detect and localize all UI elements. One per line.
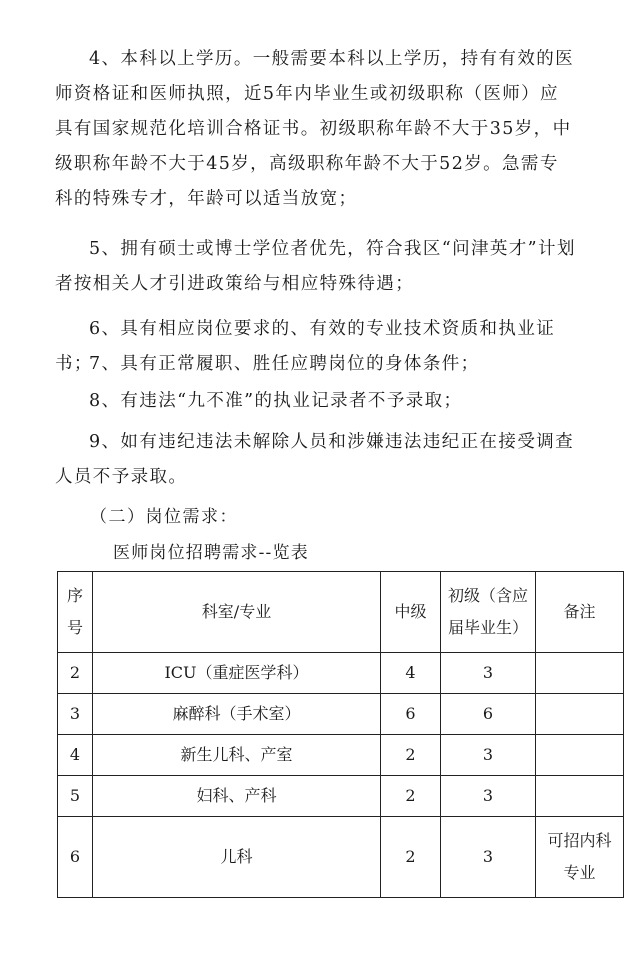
paragraph-line: 4、本科以上学历。一般需要本科以上学历，持有有效的医 bbox=[89, 49, 575, 69]
paragraph-item-9 bbox=[55, 425, 577, 495]
table-row bbox=[58, 817, 624, 898]
header-seq-line1: 序 bbox=[66, 586, 83, 605]
paragraph-line: 8、有违法“九不准”的执业记录者不予录取； bbox=[89, 391, 463, 411]
section-heading: （二）岗位需求： bbox=[90, 507, 238, 527]
cell-note bbox=[536, 694, 624, 735]
cell-note bbox=[536, 817, 624, 898]
cell-junior: 3 bbox=[441, 735, 536, 776]
cell-mid: 2 bbox=[381, 776, 441, 817]
paragraph-item-7 bbox=[55, 347, 577, 382]
cell-seq: 4 bbox=[58, 735, 93, 776]
cell-dept: 新生儿科、产室 bbox=[93, 735, 381, 776]
cell-mid: 4 bbox=[381, 653, 441, 694]
header-junior-line1: 初级（含应 bbox=[447, 586, 528, 605]
cell-dept: 妇科、产科 bbox=[93, 776, 381, 817]
recruitment-table bbox=[57, 571, 624, 898]
paragraph-line: 5、拥有硕士或博士学位者优先，符合我区“问津英才”计 bbox=[89, 239, 557, 259]
paragraph-text: 师资格证和医师执照，近5年内毕业生或初级职称（医师）应具有国家规范化培训合格证书。初级职称年龄不大于35岁，中级职称年龄不大于45岁，高级职称年龄不大于52岁。急需专科的特殊专才，年龄可以适当放宽； bbox=[55, 84, 572, 209]
header-mid: 中级 bbox=[381, 572, 441, 653]
cell-seq: 3 bbox=[58, 694, 93, 735]
cell-note bbox=[536, 735, 624, 776]
cell-dept: 麻醉科（手术室） bbox=[93, 694, 381, 735]
cell-junior: 3 bbox=[441, 653, 536, 694]
cell-note-line1: 可招内科 bbox=[547, 831, 612, 850]
cell-mid: 2 bbox=[381, 817, 441, 898]
paragraph-item-5 bbox=[55, 232, 577, 302]
cell-seq: 6 bbox=[58, 817, 93, 898]
cell-note bbox=[536, 776, 624, 817]
header-note: 备注 bbox=[536, 572, 624, 653]
header-dept: 科室/专业 bbox=[93, 572, 381, 653]
cell-junior: 3 bbox=[441, 817, 536, 898]
table-row bbox=[58, 735, 624, 776]
cell-junior: 6 bbox=[441, 694, 536, 735]
paragraph-line: 7、具有正常履职、胜任应聘岗位的身体条件； bbox=[89, 354, 480, 374]
cell-mid: 6 bbox=[381, 694, 441, 735]
header-seq-line2: 号 bbox=[66, 618, 83, 637]
cell-seq: 5 bbox=[58, 776, 93, 817]
cell-junior: 3 bbox=[441, 776, 536, 817]
table-row bbox=[58, 653, 624, 694]
cell-mid: 2 bbox=[381, 735, 441, 776]
table-caption: 医师岗位招聘需求--览表 bbox=[113, 543, 309, 563]
header-seq bbox=[58, 572, 93, 653]
table-row bbox=[58, 694, 624, 735]
header-junior bbox=[441, 572, 536, 653]
paragraph-item-8 bbox=[55, 384, 577, 419]
header-junior-line2: 届毕业生） bbox=[447, 618, 528, 637]
paragraph-line: 9、如有违纪违法未解除人员和涉嫌违法违纪正在接受调查 bbox=[89, 432, 575, 452]
cell-seq: 2 bbox=[58, 653, 93, 694]
paragraph-item-4 bbox=[55, 42, 577, 217]
cell-note bbox=[536, 653, 624, 694]
table-header-row bbox=[58, 572, 624, 653]
cell-dept: 儿科 bbox=[93, 817, 381, 898]
cell-dept: ICU（重症医学科） bbox=[93, 653, 381, 694]
cell-note-line2: 专业 bbox=[563, 863, 596, 882]
paragraph-line: 6、具有相应岗位要求的、有效的专业技术资质和执业证书； bbox=[55, 319, 556, 374]
paragraph-text: 人员不予录取。 bbox=[55, 467, 188, 487]
table-row bbox=[58, 776, 624, 817]
paragraph-text: 划者按相关人才引进政策给与相应特殊待遇； bbox=[55, 239, 576, 294]
